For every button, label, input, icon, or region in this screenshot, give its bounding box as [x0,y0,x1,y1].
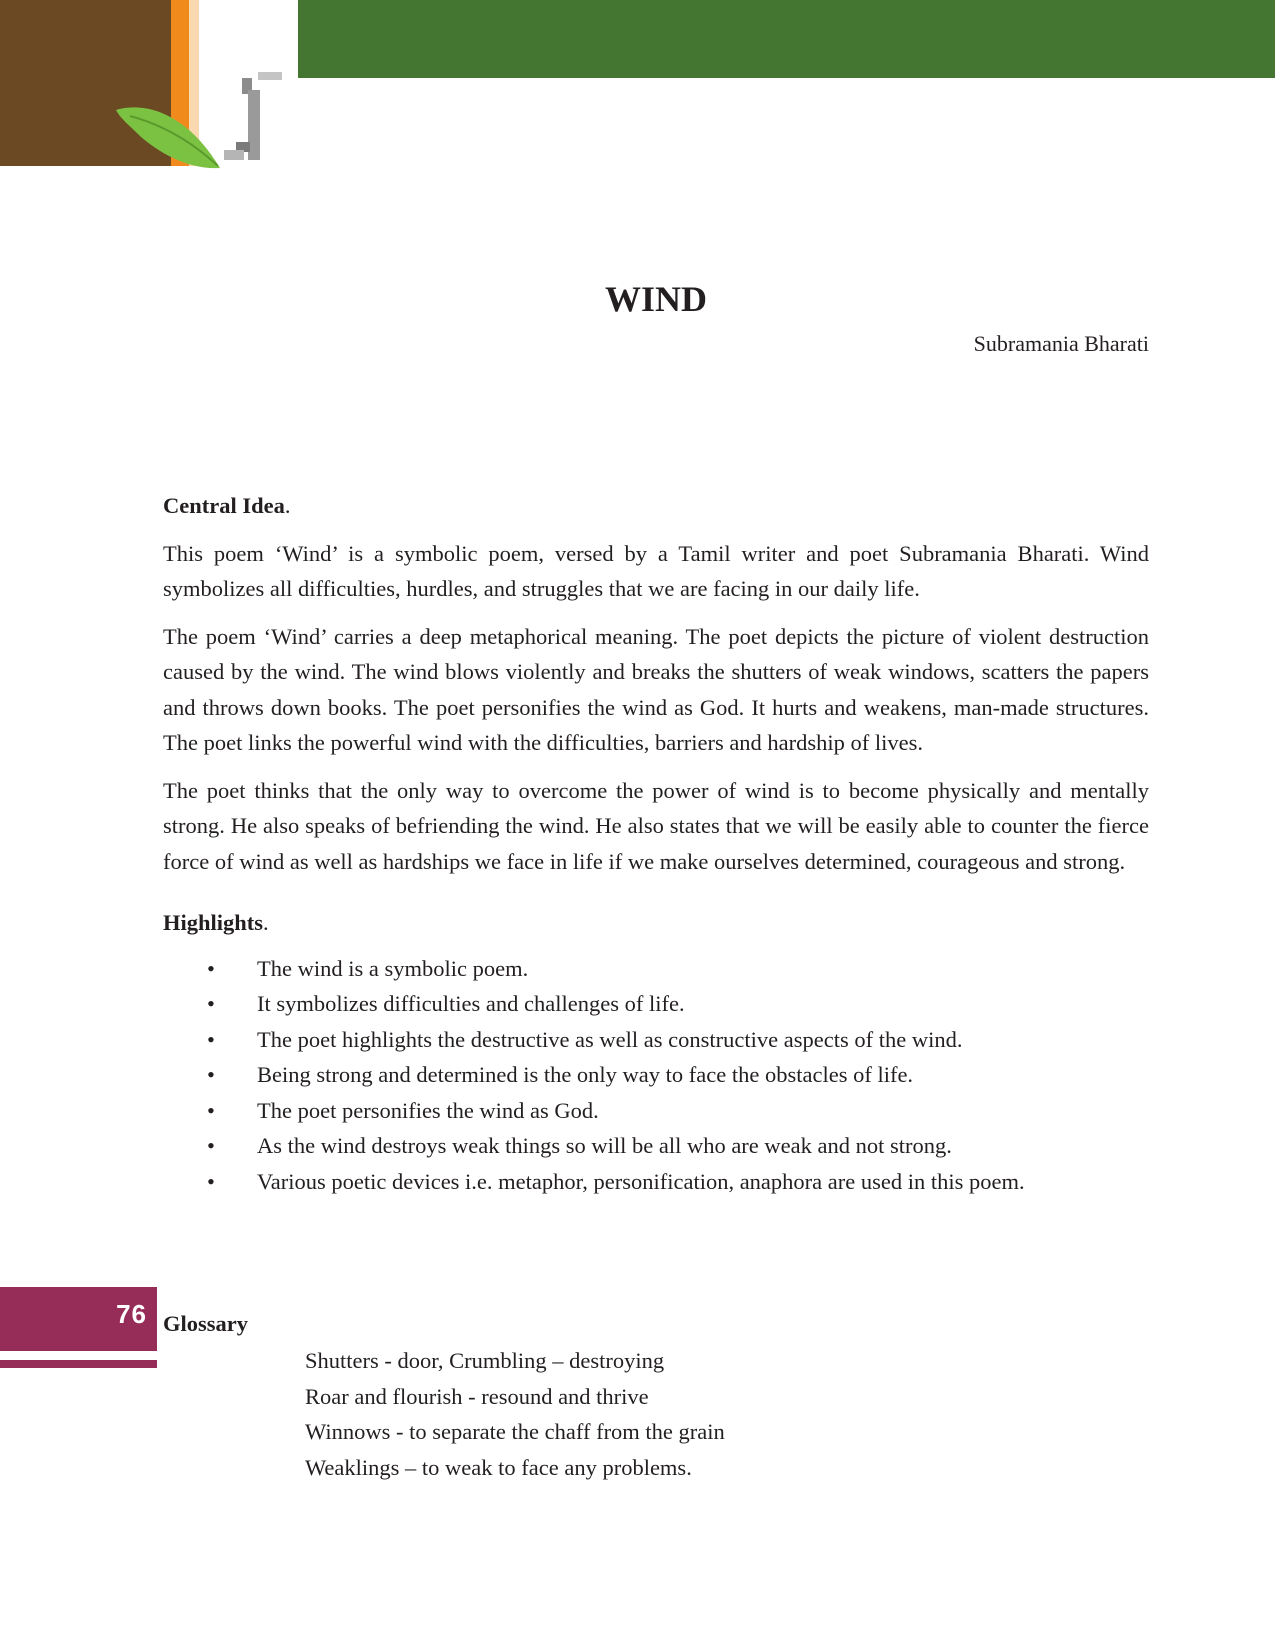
list-item [163,1093,1149,1129]
bullet-icon: • [207,1026,215,1052]
page-number-tab [0,1287,157,1351]
author-name: Subramania Bharati [973,331,1149,356]
glossary-item: Roar and flourish - resound and thrive [305,1383,649,1409]
paragraph: The poem ‘Wind’ carries a deep metaphorical meaning. The poet depicts the picture of violent destruction caused by the wind. The wind blows violently and breaks the shutters of weak windows, scatters the papers and throws down books. The poet personifies the wind as God. It hurts and weakens, man-made structures. The poet links the powerful wind with the difficulties, barriers and hardship of lives. [163,623,1149,755]
list-item-text: As the wind destroys weak things so will be all who are weak and not strong. [257,1133,952,1158]
list-item-text: Various poetic devices i.e. metaphor, personification, anaphora are used in this poem. [257,1168,1025,1194]
glossary-item: Winnows - to separate the chaff from the grain [305,1419,725,1444]
central-idea-section: Central Idea. [163,493,291,518]
paragraph: This poem ‘Wind’ is a symbolic poem, versed by a Tamil writer and poet Subramania Bharati. Wind symbolizes all difficulties, hurdles, and struggles that we are facing in our daily life. [163,540,1149,601]
list-item [163,986,1149,1022]
bullet-icon: • [207,1097,215,1123]
list-item-text: The wind is a symbolic poem. [257,955,529,981]
central-idea-heading: Central Idea [163,493,285,518]
paragraph: The poet thinks that the only way to overcome the power of wind is to become physically and mentally strong. He also speaks of befriending the wind. He also states that we will be easily able to counter the fierce force of wind as well as hardships we face in life if we make ourselves determined, courageous and strong. [163,777,1149,874]
highlights-section: Highlights. [163,910,269,935]
list-item [163,1164,1149,1200]
bullet-icon: • [207,991,215,1016]
bullet-icon: • [207,955,215,981]
list-item [163,951,1149,987]
header-green-bar [298,0,1275,78]
list-item [163,1057,1149,1093]
bullet-icon: • [207,1062,215,1087]
glossary-list [305,1343,725,1485]
list-item-text: Being strong and determined is the only way to face the obstacles of life. [257,1062,914,1087]
list-item-text: It symbolizes difficulties and challenges of life. [257,991,685,1016]
highlights-heading: Highlights [163,910,264,935]
main-content [163,488,1149,1199]
glossary-item: Weaklings – to weak to face any problems. [305,1454,692,1480]
glossary-heading: Glossary [163,1311,249,1336]
bullet-icon: • [207,1168,215,1194]
page-title: WIND [604,279,707,319]
list-item-text: The poet highlights the destructive as well as constructive aspects of the wind. [257,1026,963,1052]
bullet-icon: • [207,1133,215,1158]
highlights-list [163,951,1149,1200]
list-item-text: The poet personifies the wind as God. [257,1097,599,1123]
page-tab-underline [0,1360,157,1368]
list-item [163,1022,1149,1058]
leaf-quill-icon [110,70,290,175]
glossary-item: Shutters - door, Crumbling – destroying [305,1348,665,1373]
list-item [163,1128,1149,1164]
page-number: 76 [116,1299,147,1329]
